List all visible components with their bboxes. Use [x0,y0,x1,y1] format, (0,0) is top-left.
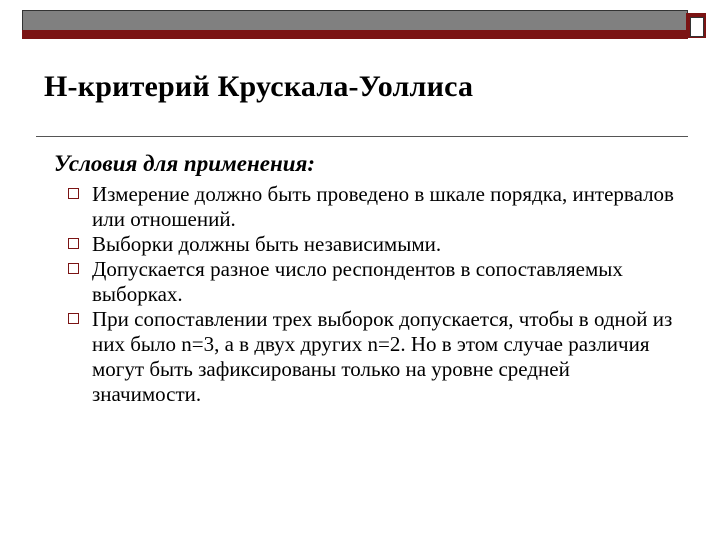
list-item [54,307,674,407]
list-item [54,257,674,307]
header-accent-stripe [22,30,688,39]
hollow-square-bullet-icon [68,263,79,274]
list-item-text: Измерение должно быть проведено в шкале порядка, интервалов или отношений. [92,182,674,231]
list-item-text: Допускается разное число респондентов в сопоставляемых выборках. [92,257,623,306]
slide-body [54,150,674,407]
hollow-square-bullet-icon [68,188,79,199]
hollow-square-bullet-icon [68,313,79,324]
list-item-text: При сопоставлении трех выборок допускается, чтобы в одной из них было n=3, а в двух других n=2. Но в этом случае различия могут быть зафиксированы только на уровне средней значимости. [92,307,673,406]
conditions-heading: Условия для применения: [54,151,316,176]
list-item [54,182,674,232]
list-item [54,232,674,257]
hollow-square-bullet-icon [68,238,79,249]
title-divider [36,136,688,137]
list-item-text: Выборки должны быть независимыми. [92,232,442,256]
slide-title: Н-критерий Крускала-Уоллиса [44,70,474,103]
corner-square-outline-decoration [690,17,704,37]
